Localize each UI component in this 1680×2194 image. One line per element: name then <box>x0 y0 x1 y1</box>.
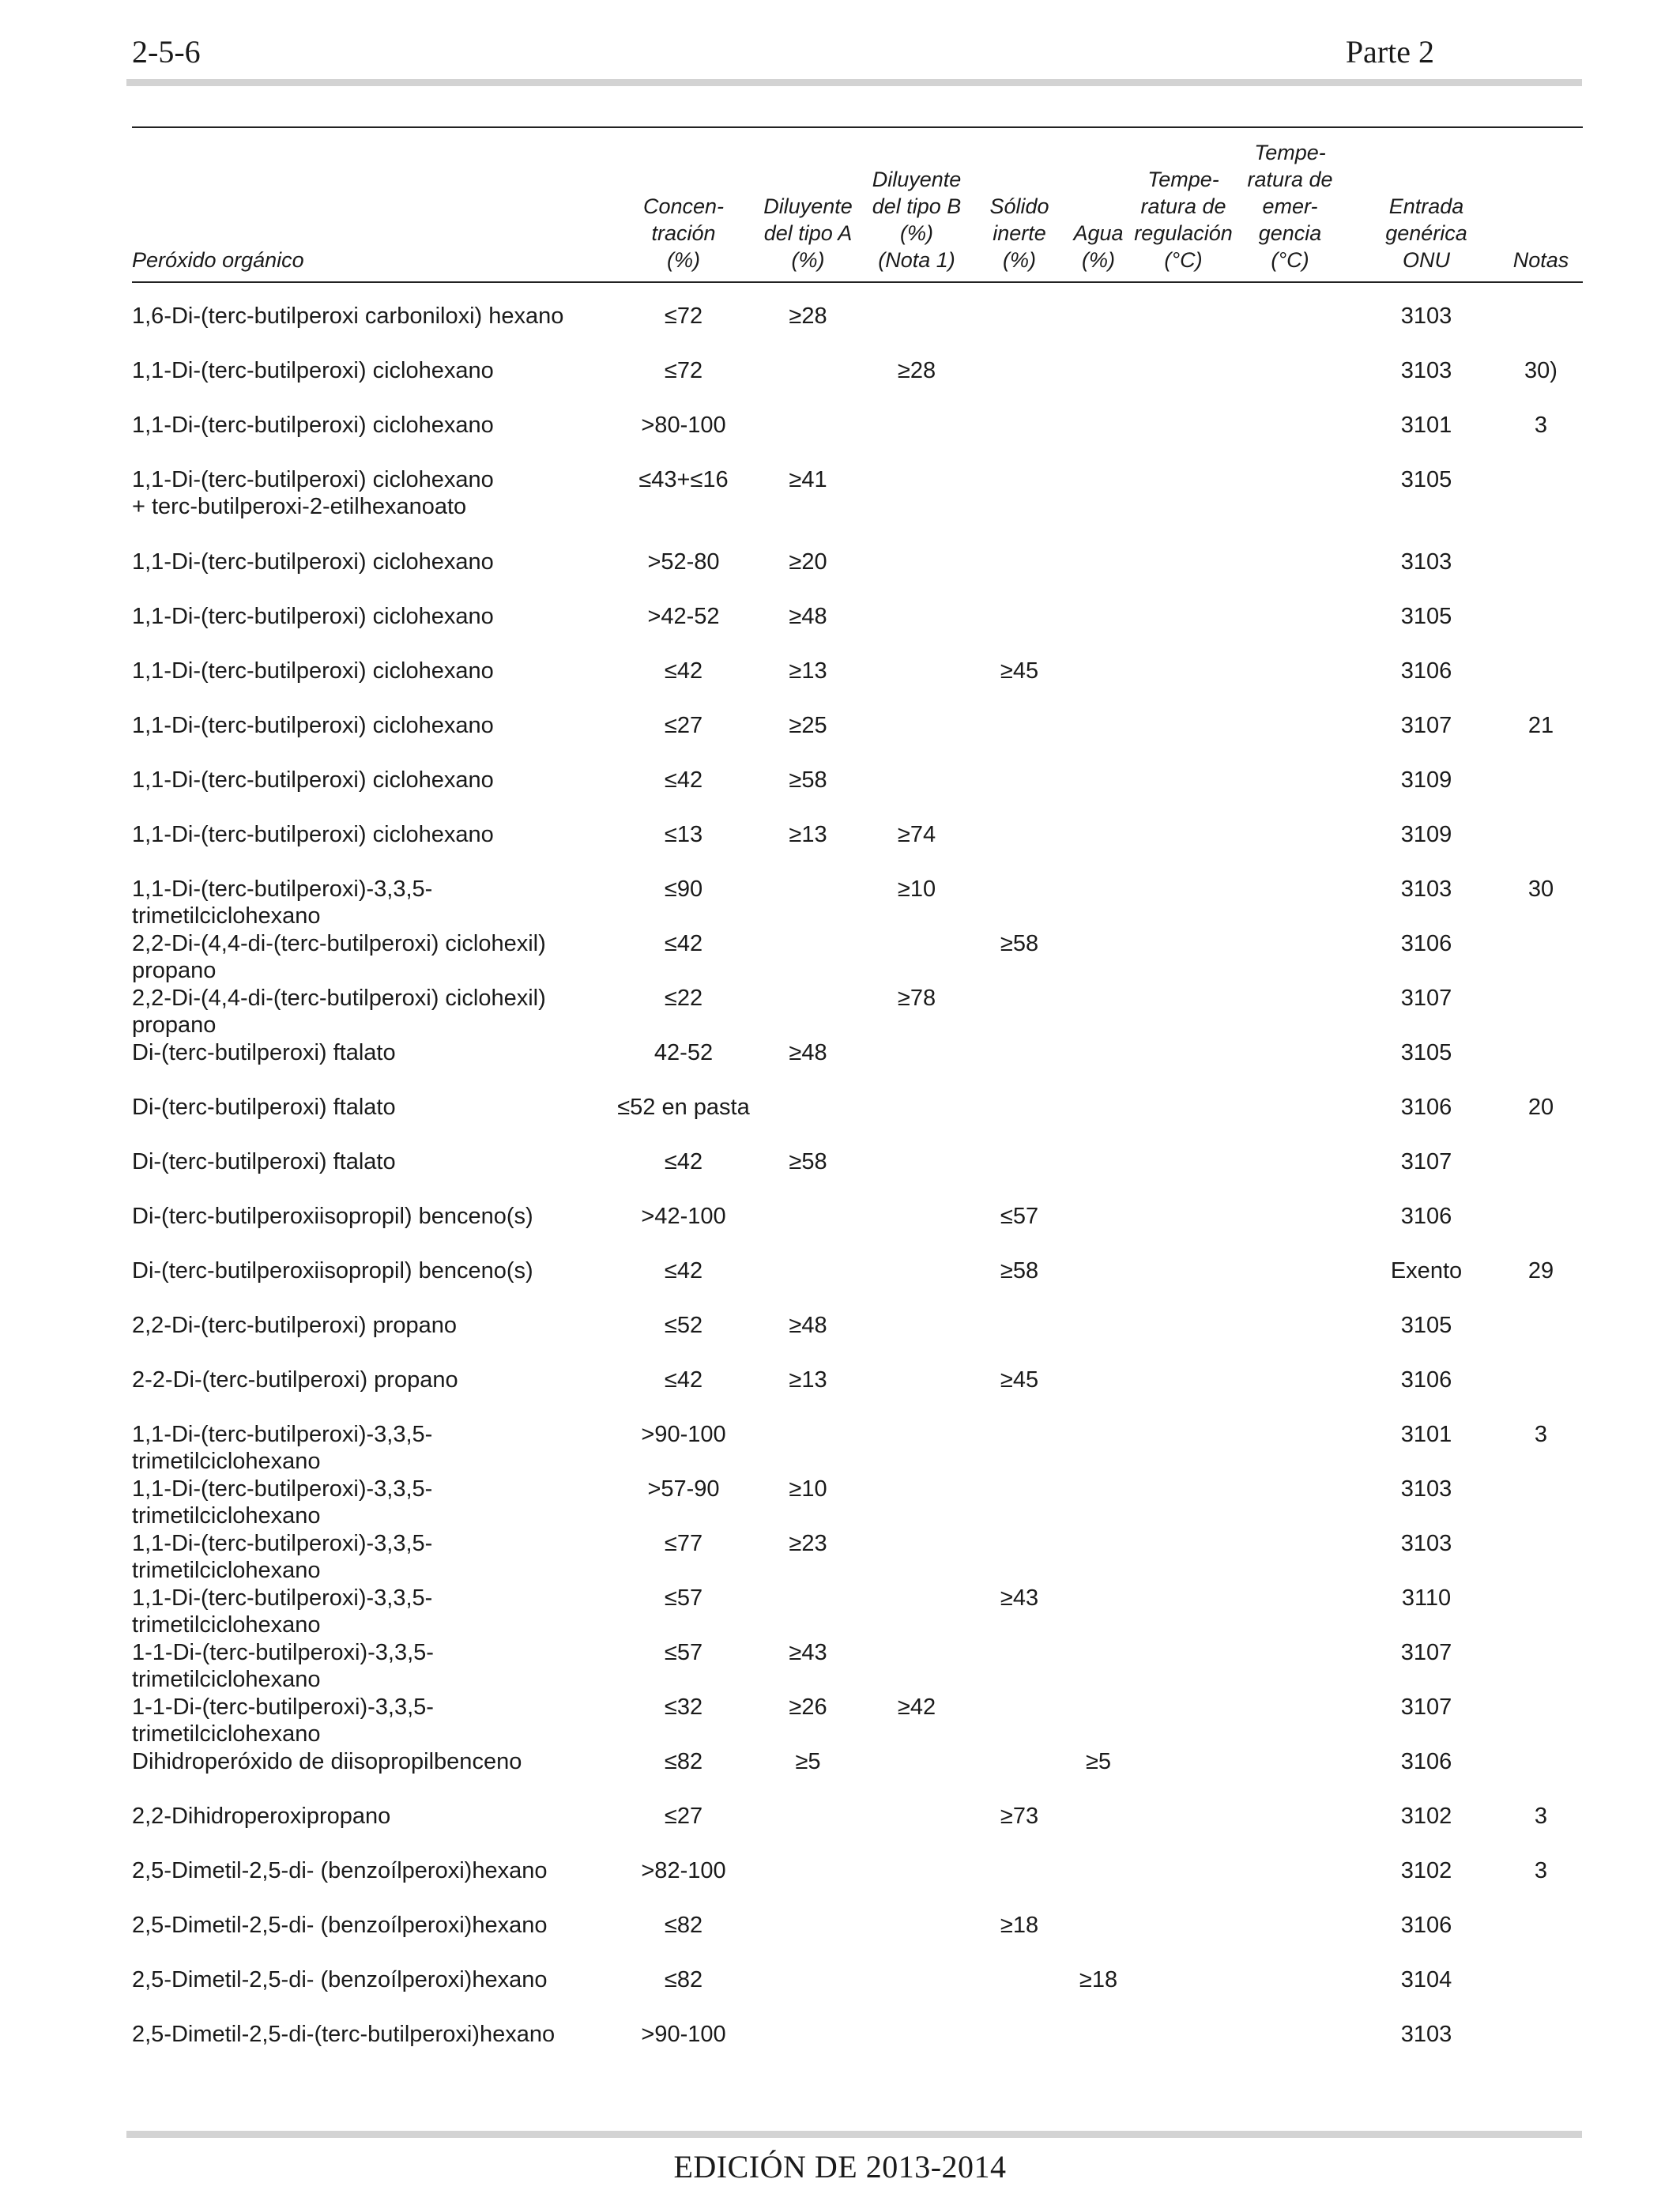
peroxide-name-cell: 2,5-Dimetil-2,5-di- (benzoílperoxi)hexano <box>132 1913 548 1938</box>
concentration-cell: ≤22 <box>664 986 703 1011</box>
un-entry-cell: 3105 <box>1400 1313 1452 1338</box>
inert-solid-cell: ≥45 <box>1000 658 1039 684</box>
inert-solid-cell: ≥73 <box>1000 1804 1039 1829</box>
concentration-cell: ≤82 <box>664 1967 703 1992</box>
inert-solid-cell: ≥43 <box>1000 1585 1039 1611</box>
concentration-cell: ≤52 <box>664 1313 703 1338</box>
diluent-a-cell: ≥25 <box>789 713 827 738</box>
concentration-cell: >90-100 <box>641 2022 726 2047</box>
diluent-a-cell: ≥5 <box>795 1749 821 1774</box>
concentration-cell: >52-80 <box>647 549 720 575</box>
peroxide-name-cell: 1,6-Di-(terc-butilperoxi carboniloxi) hexano <box>132 303 564 329</box>
un-entry-cell: 3106 <box>1400 1095 1452 1120</box>
peroxide-name-cell: 1,1-Di-(terc-butilperoxi) ciclohexano <box>132 549 494 575</box>
inert-solid-cell: ≤57 <box>1000 1204 1039 1229</box>
concentration-cell: >90-100 <box>641 1422 726 1447</box>
concentration-cell: ≤90 <box>664 876 703 902</box>
un-entry-cell: 3103 <box>1400 303 1452 329</box>
peroxide-name-cell: 1,1-Di-(terc-butilperoxi)-3,3,5-trimetilciclohexano <box>132 1476 433 1529</box>
peroxide-name-cell: 1,1-Di-(terc-butilperoxi)-3,3,5-trimetilciclohexano <box>132 1585 433 1638</box>
peroxide-name-cell: 2,5-Dimetil-2,5-di- (benzoílperoxi)hexano <box>132 1858 548 1883</box>
un-entry-cell: 3105 <box>1400 1040 1452 1065</box>
notes-cell: 30) <box>1524 358 1558 383</box>
concentration-cell: ≤27 <box>664 1804 703 1829</box>
peroxide-name-cell: 1,1-Di-(terc-butilperoxi) ciclohexano <box>132 767 494 793</box>
concentration-cell: ≤42 <box>664 767 703 793</box>
diluent-b-cell: ≥74 <box>897 822 936 847</box>
concentration-cell: ≤42 <box>664 931 703 956</box>
peroxide-name-cell: Di-(terc-butilperoxiisopropil) benceno(s) <box>132 1204 533 1229</box>
footer-divider <box>126 2131 1582 2138</box>
peroxide-name-cell: 2,2-Di-(terc-butilperoxi) propano <box>132 1313 457 1338</box>
diluent-a-cell: ≥58 <box>789 767 827 793</box>
peroxide-name-cell: 1,1-Di-(terc-butilperoxi)-3,3,5-trimetilciclohexano <box>132 1422 433 1474</box>
col-header-un-entry: Entrada genérica ONU <box>1385 194 1467 272</box>
water-cell: ≥5 <box>1085 1749 1112 1774</box>
peroxide-name-cell: 1,1-Di-(terc-butilperoxi) ciclohexano <box>132 358 494 383</box>
diluent-a-cell: ≥13 <box>789 822 827 847</box>
diluent-b-cell: ≥42 <box>897 1695 936 1720</box>
diluent-b-cell: ≥10 <box>897 876 936 902</box>
un-entry-cell: Exento <box>1390 1258 1463 1284</box>
part-label: Parte 2 <box>1345 34 1434 70</box>
un-entry-cell: 3101 <box>1400 413 1452 438</box>
concentration-cell: ≤72 <box>664 303 703 329</box>
concentration-cell: >57-90 <box>647 1476 720 1502</box>
peroxide-name-cell: Di-(terc-butilperoxi) ftalato <box>132 1149 396 1174</box>
header-divider <box>126 79 1582 86</box>
concentration-cell: ≤42 <box>664 1258 703 1284</box>
un-entry-cell: 3106 <box>1400 658 1452 684</box>
un-entry-cell: 3107 <box>1400 1640 1452 1665</box>
un-entry-cell: 3110 <box>1401 1585 1452 1611</box>
diluent-a-cell: ≥48 <box>789 604 827 629</box>
un-entry-cell: 3105 <box>1400 467 1452 492</box>
peroxide-name-cell: 1,1-Di-(terc-butilperoxi) ciclohexano <box>132 822 494 847</box>
concentration-cell: ≤82 <box>664 1749 703 1774</box>
notes-cell: 30 <box>1527 876 1554 902</box>
un-entry-cell: 3106 <box>1400 1367 1452 1393</box>
peroxide-name-cell: 2,2-Di-(4,4-di-(terc-butilperoxi) ciclohexil) propano <box>132 986 546 1038</box>
diluent-a-cell: ≥13 <box>789 658 827 684</box>
notes-cell: 21 <box>1527 713 1554 738</box>
peroxide-name-cell: 2,5-Dimetil-2,5-di-(terc-butilperoxi)hexano <box>132 2022 556 2047</box>
peroxide-name-cell: Di-(terc-butilperoxiisopropil) benceno(s) <box>132 1258 533 1284</box>
peroxide-name-cell: 1-1-Di-(terc-butilperoxi)-3,3,5-trimetilciclohexano <box>132 1695 434 1747</box>
un-entry-cell: 3104 <box>1400 1967 1452 1992</box>
diluent-a-cell: ≥41 <box>789 467 827 492</box>
notes-cell: 3 <box>1534 1858 1548 1883</box>
peroxide-name-cell: 1,1-Di-(terc-butilperoxi) ciclohexano <box>132 658 494 684</box>
notes-cell: 3 <box>1534 413 1548 438</box>
inert-solid-cell: ≥58 <box>1000 931 1039 956</box>
diluent-a-cell: ≥58 <box>789 1149 827 1174</box>
concentration-cell: ≤52 en pasta <box>617 1095 750 1120</box>
inert-solid-cell: ≥18 <box>1000 1913 1039 1938</box>
col-header-notes: Notas <box>1512 248 1569 272</box>
concentration-cell: ≤43+≤16 <box>638 467 729 492</box>
un-entry-cell: 3107 <box>1400 986 1452 1011</box>
edition-footer: EDICIÓN DE 2013-2014 <box>673 2149 1007 2185</box>
peroxide-name-cell: Dihidroperóxido de diisopropilbenceno <box>132 1749 522 1774</box>
un-entry-cell: 3102 <box>1400 1804 1452 1829</box>
concentration-cell: ≤82 <box>664 1913 703 1938</box>
diluent-a-cell: ≥43 <box>789 1640 827 1665</box>
peroxide-name-cell: 1-1-Di-(terc-butilperoxi)-3,3,5-trimetilciclohexano <box>132 1640 434 1692</box>
diluent-a-cell: ≥20 <box>789 549 827 575</box>
peroxide-name-cell: 2,2-Di-(4,4-di-(terc-butilperoxi) ciclohexil) propano <box>132 931 546 983</box>
col-header-emergency-temp: Tempe- ratura de emer- gencia (°C) <box>1247 141 1333 272</box>
inert-solid-cell: ≥45 <box>1000 1367 1039 1393</box>
notes-cell: 3 <box>1534 1804 1548 1829</box>
diluent-a-cell: ≥23 <box>789 1531 827 1556</box>
diluent-a-cell: ≥28 <box>789 303 827 329</box>
un-entry-cell: 3107 <box>1400 1149 1452 1174</box>
concentration-cell: ≤57 <box>664 1640 703 1665</box>
peroxide-name-cell: 1,1-Di-(terc-butilperoxi) ciclohexano + terc-butilperoxi-2-etilhexanoato <box>132 467 494 519</box>
diluent-a-cell: ≥10 <box>789 1476 827 1502</box>
diluent-a-cell: ≥26 <box>789 1695 827 1720</box>
un-entry-cell: 3105 <box>1400 604 1452 629</box>
un-entry-cell: 3103 <box>1400 549 1452 575</box>
peroxide-name-cell: Di-(terc-butilperoxi) ftalato <box>132 1095 396 1120</box>
table-top-rule <box>132 126 1583 128</box>
concentration-cell: ≤13 <box>664 822 703 847</box>
un-entry-cell: 3106 <box>1400 1749 1452 1774</box>
concentration-cell: ≤32 <box>664 1695 703 1720</box>
un-entry-cell: 3107 <box>1400 1695 1452 1720</box>
un-entry-cell: 3103 <box>1400 358 1452 383</box>
un-entry-cell: 3101 <box>1400 1422 1452 1447</box>
water-cell: ≥18 <box>1079 1967 1118 1992</box>
peroxide-name-cell: 2-2-Di-(terc-butilperoxi) propano <box>132 1367 458 1393</box>
col-header-control-temp: Tempe- ratura de regulación (°C) <box>1134 168 1233 272</box>
un-entry-cell: 3103 <box>1400 1476 1452 1502</box>
peroxide-name-cell: 1,1-Di-(terc-butilperoxi) ciclohexano <box>132 713 494 738</box>
col-header-concentration: Concen- tración (%) <box>642 194 725 272</box>
peroxide-name-cell: 2,2-Dihidroperoxipropano <box>132 1804 391 1829</box>
concentration-cell: >82-100 <box>641 1858 726 1883</box>
peroxide-name-cell: Di-(terc-butilperoxi) ftalato <box>132 1040 396 1065</box>
diluent-a-cell: ≥48 <box>789 1040 827 1065</box>
un-entry-cell: 3106 <box>1400 1913 1452 1938</box>
peroxide-name-cell: 1,1-Di-(terc-butilperoxi)-3,3,5-trimetilciclohexano <box>132 876 433 929</box>
diluent-a-cell: ≥13 <box>789 1367 827 1393</box>
diluent-b-cell: ≥28 <box>897 358 936 383</box>
col-header-diluent-a: Diluyente del tipo A (%) <box>763 194 853 272</box>
diluent-b-cell: ≥78 <box>897 986 936 1011</box>
col-header-inert-solid: Sólido inerte (%) <box>989 194 1049 272</box>
un-entry-cell: 3103 <box>1400 2022 1452 2047</box>
un-entry-cell: 3106 <box>1400 1204 1452 1229</box>
col-header-water: Agua (%) <box>1073 221 1124 272</box>
un-entry-cell: 3109 <box>1400 822 1452 847</box>
notes-cell: 29 <box>1527 1258 1554 1284</box>
concentration-cell: ≤42 <box>664 658 703 684</box>
concentration-cell: >42-52 <box>647 604 720 629</box>
table-header-rule <box>132 281 1583 283</box>
peroxide-name-cell: 2,5-Dimetil-2,5-di- (benzoílperoxi)hexano <box>132 1967 548 1992</box>
peroxide-name-cell: 1,1-Di-(terc-butilperoxi) ciclohexano <box>132 413 494 438</box>
un-entry-cell: 3107 <box>1400 713 1452 738</box>
concentration-cell: ≤77 <box>664 1531 703 1556</box>
un-entry-cell: 3106 <box>1400 931 1452 956</box>
un-entry-cell: 3109 <box>1400 767 1452 793</box>
peroxide-name-cell: 1,1-Di-(terc-butilperoxi) ciclohexano <box>132 604 494 629</box>
notes-cell: 20 <box>1527 1095 1554 1120</box>
concentration-cell: ≤57 <box>664 1585 703 1611</box>
concentration-cell: ≤42 <box>664 1149 703 1174</box>
peroxide-name-cell: 1,1-Di-(terc-butilperoxi)-3,3,5-trimetilciclohexano <box>132 1531 433 1583</box>
col-header-diluent-b: Diluyente del tipo B (%) (Nota 1) <box>872 168 962 272</box>
concentration-cell: ≤42 <box>664 1367 703 1393</box>
concentration-cell: ≤27 <box>664 713 703 738</box>
un-entry-cell: 3103 <box>1400 1531 1452 1556</box>
concentration-cell: >80-100 <box>641 413 726 438</box>
concentration-cell: >42-100 <box>641 1204 726 1229</box>
inert-solid-cell: ≥58 <box>1000 1258 1039 1284</box>
un-entry-cell: 3102 <box>1400 1858 1452 1883</box>
un-entry-cell: 3103 <box>1400 876 1452 902</box>
notes-cell: 3 <box>1534 1422 1548 1447</box>
col-header-peroxide: Peróxido orgánico <box>132 248 304 272</box>
concentration-cell: ≤72 <box>664 358 703 383</box>
diluent-a-cell: ≥48 <box>789 1313 827 1338</box>
concentration-cell: 42-52 <box>654 1040 714 1065</box>
page-number: 2-5-6 <box>132 34 201 70</box>
